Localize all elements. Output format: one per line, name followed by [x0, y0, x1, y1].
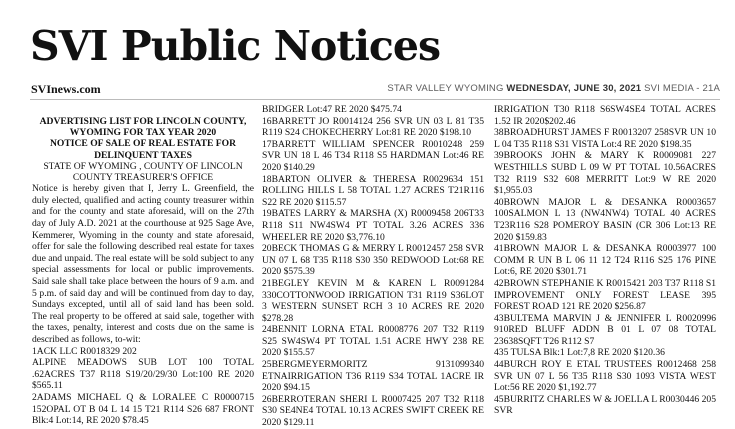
notice-body: Notice is hereby given that I, Jerry L. Greenfield, the duly elected, qualified and acting county treasurer within and for the county and state aforesaid, will on the 27th day of July A.D. 2021 at the courthouse at 925 Sage Ave, Kemmerer, Wyoming in the county and state aforesaid, offer for sale the following described real estate for taxes due and unpaid. The real estate will be sold subject to any special assessments for local or public improvements. Said sale shall take place between the hours of 9 a.m. and 5 p.m. of said day and will be continued from day to day, Sundays excepted, until all of said land has been sold. The real property to be offered at said sale, together with the taxes, penalty, interest and costs due on the same is described as follows, to-wit: [32, 183, 255, 345]
subheading-line: COUNTY TREASURER'S OFFICE [72, 172, 214, 184]
listing-entry: 43BULTEMA MARVIN J & JENNIFER L R0020996 910RED BLUFF ADDN B 01 L 07 08 TOTAL 23638SQFT T26 R112 S7 [494, 312, 716, 347]
publication-title: SVI Public Notices [30, 22, 441, 70]
heading-line: ADVERTISING LIST FOR LINCOLN COUNTY, [39, 116, 247, 127]
listing-entry: 19BATES LARRY & MARSHA (X) R0009458 206T33 R118 S11 NW4SW4 PT TOTAL 3.26 ACRES 336 WHEELER RE 2020 $3,776.10 [262, 208, 484, 243]
header-rule [30, 99, 720, 100]
heading-line: WYOMING FOR TAX YEAR 2020 [69, 127, 217, 139]
notice-heading [32, 116, 254, 161]
listing-entry: 39BROOKS JOHN & MARY K R0009081 227 WESTHILLS SUBD L 09 W PT TOTAL 10.56ACRES T32 R119 S32 608 MERRITT Lot:9 W RE 2020 $1,955.03 [494, 150, 716, 197]
listing-entry: 24BENNIT LORNA ETAL R0008776 207 T32 R119 S25 SW4SW4 PT TOTAL 1.51 ACRE HWY 238 RE 2020 $155.57 [262, 324, 484, 359]
heading-line: DELINQUENT TAXES [94, 149, 192, 161]
column-2 [262, 104, 484, 429]
masthead [30, 22, 720, 96]
heading-line: NOTICE OF SALE OF REAL ESTATE FOR [49, 138, 237, 150]
listing-entry: 38BROADHURST JAMES F R0013207 258SVR UN 10 L 04 T35 R118 S31 VISTA Lot:4 RE 2020 $198.35 [494, 127, 716, 150]
dateline-page: SVI MEDIA - 21A [641, 83, 720, 94]
listing-entry: 2ADAMS MICHAEL Q & LORALEE C R0000715 152OPAL OT B 04 L 14 15 T21 R114 S26 687 FRONT Blk:4 Lot:14, RE 2020 $78.45 [32, 391, 254, 427]
listing-entry: 21BEGLEY KEVIN M & KAREN L R0091284 330COTTONWOOD IRRIGATION T31 R119 S36LOT 3 WESTERN SUNSET RCH 3 10 ACRES RE 2020 $278.28 [262, 277, 484, 324]
listing-entry: BRIDGER Lot:47 RE 2020 $475.74 [262, 104, 402, 115]
listing-entry: 42BROWN STEPHANIE K R0015421 203 T37 R118 S1 IMPROVEMENT ONLY FOREST LEASE 395 FOREST ROAD 121 RE 2020 $256.87 [494, 277, 716, 313]
listing-entry: 40BROWN MAJOR L & DESANKA R0003657 100SALMON L 13 (NW4NW4) TOTAL 40 ACRES T23R116 S28 POMEROY BASIN (CR 306 Lot:13 RE 2020 $159.83 [494, 196, 716, 243]
listing-entry: ALPINE MEADOWS SUB LOT 100 TOTAL .62ACRES T37 R118 S19/20/29/30 Lot:100 RE 2020 $565.11 [32, 357, 254, 392]
listing-entry: IRRIGATION T30 R118 S6SW4SE4 TOTAL ACRES 1.52 IR 2020$202.46 [494, 104, 716, 127]
listing-entry: 18BARTON OLIVER & THERESA R0029634 151 ROLLING HILLS L 58 TOTAL 1.27 ACRES T21R116 S22 RE 2020 $115.57 [262, 173, 484, 208]
subheading-line: STATE OF WYOMING , COUNTY OF LINCOLN [43, 160, 243, 172]
notice-subheading [32, 161, 254, 183]
listing-entry: 41BROWN MAJOR L & DESANKA R0003977 100 COMM R UN B L 06 11 12 T24 R116 S25 176 PINE Lot:6, RE 2020 $301.71 [494, 243, 716, 278]
site-link[interactable]: SVInews.com [31, 82, 101, 96]
dateline-date: WEDNESDAY, JUNE 30, 2021 [506, 83, 642, 94]
listing-entry: 17BARRETT WILLIAM SPENCER R0010248 259 SVR UN 18 L 46 T34 R118 S5 HARDMAN Lot:46 RE 2020 $140.29 [262, 138, 484, 173]
dateline [387, 83, 720, 94]
dateline-location: STAR VALLEY WYOMING [387, 83, 507, 94]
listing-entry: 1ACK LLC R0018329 202 [32, 345, 137, 357]
listing-entry: 26BERROTERAN SHERI L R0007425 207 T32 R118 S30 SE4NE4 TOTAL 10.13 ACRES SWIFT CREEK RE 2020 $129.11 [262, 393, 484, 429]
listing-entry: 20BECK THOMAS G & MERRY L R0012457 258 SVR UN 07 L 68 T35 R118 S30 350 REDWOOD Lot:68 RE 2020 $575.39 [262, 243, 484, 278]
column-1 [32, 104, 255, 427]
listing-entry: 16BARRETT JO R0014124 256 SVR UN 03 L 81 T35 R119 S24 CHOKECHERRY Lot:81 RE 2020 $198.10 [262, 115, 484, 139]
listing-entry: 45BURRITZ CHARLES W & JOELLA L R0030446 205 SVR [494, 393, 716, 417]
listing-entry: 44BURCH ROY E ETAL TRUSTEES R0012468 258 SVR UN 07 L 56 T35 R118 S30 1093 VISTA WEST Lot:56 RE 2020 $1,192.77 [494, 359, 716, 394]
listing-entry: 25BERGMEYERMORITZ 9131099340 ETNAIRRIGATION T36 R119 S34 TOTAL 1ACRE IR 2020 $94.15 [262, 359, 484, 394]
listing-entry: 435 TULSA Blk:1 Lot:7,8 RE 2020 $120.36 [494, 347, 665, 359]
column-3 [494, 104, 716, 417]
